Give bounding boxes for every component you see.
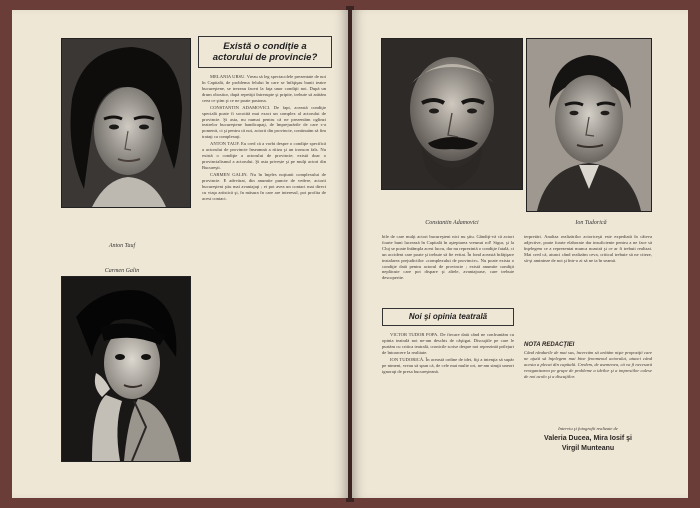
paragraph-constantin-adamovici: CONSTANTIN ADAMOVICI. De fapt, această condiţie specială poate fi socotită mai exact un complex al actorului de provincie. Şi asta, nu numai pentru că ne prezentăm oglinzi teatrelor bucureştene handicapaţi, de împrejurările de care s-a pomenit, ci şi pentru că noi, actorii din provincie, continuăm să fim trataţi ca complexaţi. xyxy=(202,104,326,140)
right-column-1-bottom xyxy=(382,332,514,488)
caption-ion-tudorica: Ion Tudorică xyxy=(575,220,607,226)
editorial-note-title: NOTA REDACŢIEI xyxy=(524,342,575,348)
editorial-note xyxy=(524,342,652,492)
signature-intro: Interviu şi fotografii realizate de xyxy=(558,426,618,431)
caption-anton-tauf: Anton Tauf xyxy=(108,243,136,249)
caption-carmen-galin: Carmen Galin xyxy=(104,268,140,274)
paragraph-melania-ursu: MELANIA URSU. Vreau să leg spectacolele prezentate de noi în Capitală, de problema felului în care se înfăţişau bunii teatre bucureştene, se trezeau faceri la faţa unor condiţii noi. După un drum obositor, după repetiţii întrerupte şi pripite, trebuie să arătăm ceea ce ştim şi ce ne poate pasiona. xyxy=(202,74,326,103)
paragraph-ion-tudorica: ION TUDORICĂ. În această ordine de idei, fiţi a intenţia să supăr pe nimeni, vreau să spun că, de cele mai multe ori, ne-am simţit uneori ignoraţi de presa bucureşteană. xyxy=(382,356,514,374)
paragraph-carmen-galin: CARMEN GALIN. Nu în înţeles noţiunii complexului de provincie. E adevărat, din anumite puncte de vedere, actorii bucureşteni ştiu mai avantajaţi ; ei pot avea un contact mai direct cu viaţa artistică şi, în măsura în care are interesul, pot profita de acest contact. xyxy=(202,172,326,201)
signature-names-line-2: Virgil Munteanu xyxy=(561,444,615,452)
right-page xyxy=(352,10,688,498)
editorial-note-body: Când rândurile de mai sus, încercăm să arătăm nişte propoziţii care ne ajută să înţelegem mai bine fenomenul actorului, atunci când acesta a plecat din capitală. Credem, de asemenea, că va fi necesară reorganizarea pe grupe de probleme a ideilor şi a impresiilor culese de noi acolo şi a discuţiilor. xyxy=(524,350,652,379)
portrait-ion-tudorica xyxy=(526,38,652,212)
portrait-constantin-adamovici xyxy=(381,38,523,190)
portrait-carmen-galin xyxy=(61,276,191,462)
left-article-text xyxy=(202,74,326,488)
signature-names-line-1: Valeria Ducea, Mira Iosif şi xyxy=(544,434,632,442)
portrait-anton-tauf xyxy=(61,38,191,208)
right-column-2: terpretări. Analiza realizărilor actoriceşti este expediată în câteva adjective, poate foarte elaborate dar insuficiente pentru a ne face să înţelegem ce a reprezentat munca noastră şi ce ar fi trebuit realizat. Mai cred că, atunci când realizăm ceva, criticul trebuie să ne citeze, să-şi aminteze de noi şi într-o zi să ne ia în seamă. xyxy=(524,234,652,263)
right-column-1-top: bile de care mulţi actori bucureşteni nici nu ştiu. Gândiţi-vă că actori foarte buni lucrează în Capitală în aşteptarea vreunui rol! Sigur, şi la Cluj se poate întâmpla acest lucru, dar nu reprezintă o condiţie fatală, ci un accident care poate şi trebuie să fie evitat. În fond această înfăţişare instalarea prejudiciilor «complexului de provincie». Nu poate exista o condiţie dată pentru actorul de provincie ; există anumite condiţii neplăcute care pot dispare şi altele, avantajoase, care trebuie descoperite. xyxy=(382,234,514,281)
paragraph-victor-tudor-popa: VICTOR TUDOR POPA. De fiecare dată când ne confruntăm cu opinia teatrală noi ne-am deschis de câştigat. Discuţiile pe care le purtăm cu critica teatrală, cronicile scrise despre noi reprezintă prilejuri de întoarcere la realitate. xyxy=(382,332,514,355)
subheading-opinia-teatrala: Noi şi opinia teatrală xyxy=(382,308,514,326)
left-page xyxy=(12,10,348,498)
paragraph-anton-tauf: ANTON TAUF. Eu cred că a vorbi despre o condiţie specifică a actorului de provincie înseamnă a ritiza şi un tronson fals. Nu există o condiţie a actorului de provincie; există doar o provincialismul a actorului. Şi asta privește şi pe mulţi actori din Bucureşti. xyxy=(202,141,326,170)
caption-constantin-adamovici: Constantin Adamovici xyxy=(425,220,479,226)
article-title: Există o condiţie a actorului de provincie? xyxy=(198,36,332,68)
